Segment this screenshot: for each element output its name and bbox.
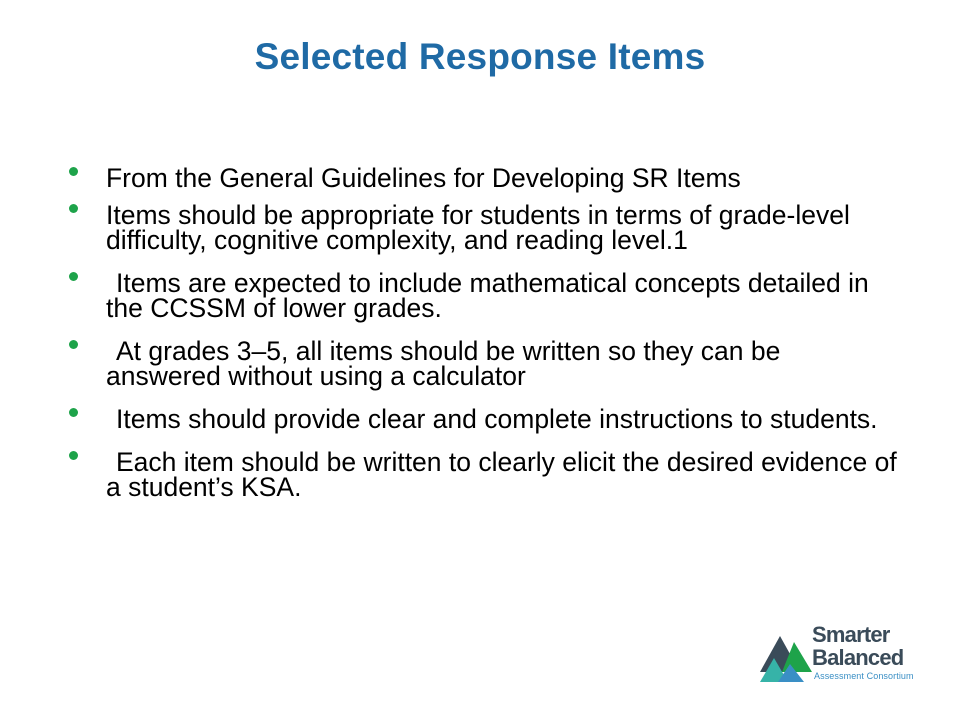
logo-text-consortium: Assessment Consortium	[814, 671, 914, 681]
bullet-text: Items should be appropriate for students in terms of grade-level difficulty, cognitive complexity, and reading level.1	[106, 200, 850, 255]
smarter-balanced-logo	[760, 622, 930, 688]
bullet-text: Each item should be written to clearly elicit the desired evidence of a student’s KSA.	[106, 447, 897, 502]
bullet-dot-icon	[69, 340, 78, 349]
bullet-item	[60, 200, 900, 255]
bullet-text: Items should provide clear and complete instructions to students.	[116, 404, 878, 434]
bullet-text: Items are expected to include mathematical concepts detailed in the CCSSM of lower grades.	[106, 268, 869, 323]
bullet-item	[60, 447, 900, 502]
bullet-dot-icon	[69, 451, 78, 460]
bullet-list	[60, 163, 900, 502]
bullet-dot-icon	[69, 272, 78, 281]
bullet-item	[60, 336, 900, 391]
bullet-text: From the General Guidelines for Developing SR Items	[106, 163, 741, 193]
logo-text-smarter: Smarter	[812, 622, 890, 647]
logo-triangles-icon	[760, 628, 816, 684]
bullet-item	[60, 268, 900, 323]
bullet-dot-icon	[69, 408, 78, 417]
bullet-item	[60, 163, 900, 193]
bullet-item	[60, 404, 900, 434]
bullet-dot-icon	[69, 167, 78, 176]
bullet-dot-icon	[69, 204, 78, 213]
bullet-text: At grades 3–5, all items should be written so they can be answered without using a calculator	[106, 336, 781, 391]
logo-text-balanced: Balanced	[812, 645, 904, 670]
slide-title: Selected Response Items	[254, 36, 706, 77]
